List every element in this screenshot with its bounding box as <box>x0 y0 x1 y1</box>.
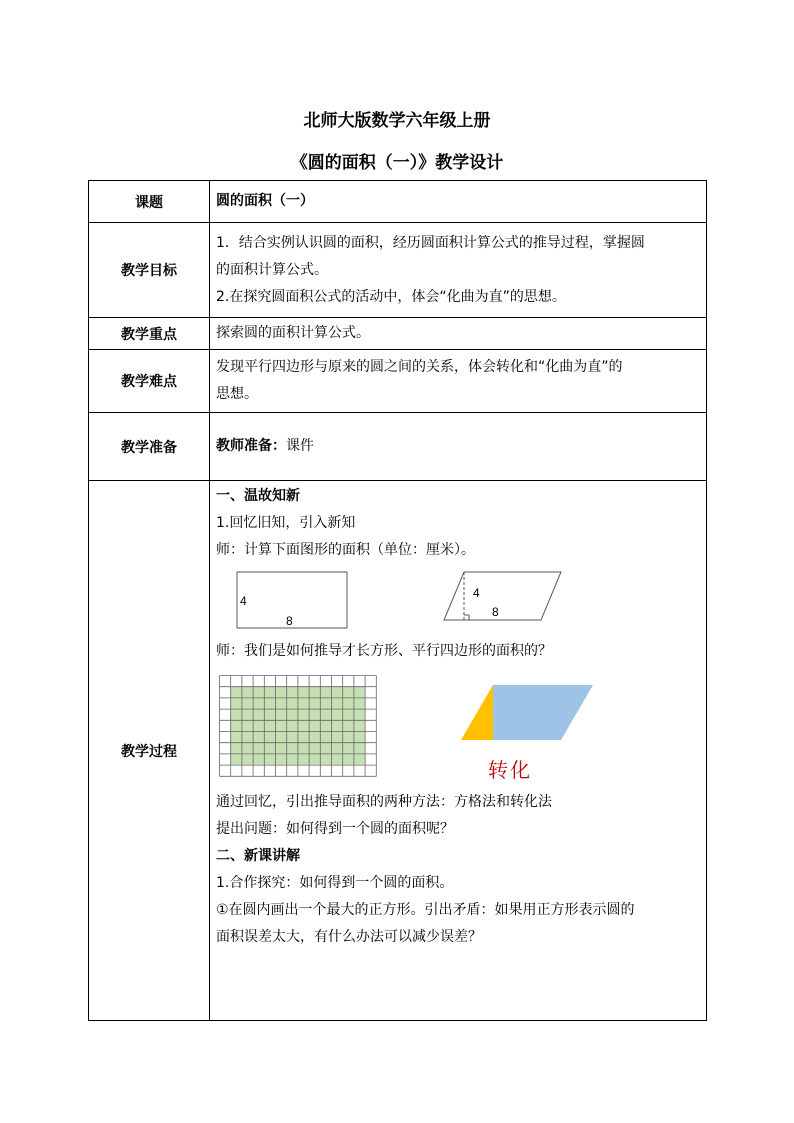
row-goals <box>89 223 707 318</box>
preparation-label: 教学准备 <box>89 413 210 481</box>
key-point-value: 探索圆的面积计算公式。 <box>210 318 707 350</box>
step-1-line-2: 面积误差太大，有什么办法可以减少误差？ <box>216 929 482 945</box>
summary-1: 通过回忆，引出推导面积的两种方法：方格法和转化法 <box>216 794 552 810</box>
key-point-label: 教学重点 <box>89 318 210 350</box>
goals-line-1: 1．结合实例认识圆的面积，经历圆面积计算公式的推导过程，掌握圆 <box>216 234 645 251</box>
transform-figure <box>461 683 621 753</box>
preparation-bold: 教师准备： <box>216 438 286 454</box>
goals-line-2: 的面积计算公式。 <box>216 261 328 278</box>
preparation-content <box>210 413 707 481</box>
difficulty-line-1: 发现平行四边形与原来的圆之间的关系，体会转化和“化曲为直”的 <box>216 359 623 375</box>
parallelogram-body <box>493 685 593 740</box>
row-difficulty <box>89 350 707 413</box>
difficulty-label: 教学难点 <box>89 350 210 413</box>
moved-triangle <box>461 685 493 740</box>
summary-2: 提出问题：如何得到一个圆的面积呢？ <box>216 821 454 837</box>
right-angle-mark <box>464 615 469 620</box>
goals-label: 教学目标 <box>89 223 210 318</box>
area-figures <box>216 564 700 638</box>
document-subtitle: 《圆的面积（一）》教学设计 <box>290 153 504 173</box>
item-1: 1.回忆旧知，引入新知 <box>216 515 356 531</box>
section-2-heading: 二、新课讲解 <box>216 848 300 864</box>
topic-label: 课题 <box>89 181 210 223</box>
transform-label: 转化 <box>488 758 532 782</box>
lesson-plan-table <box>88 180 707 1021</box>
row-preparation <box>89 413 707 481</box>
teacher-question-1: 师：计算下面图形的面积（单位：厘米）。 <box>216 542 475 558</box>
item-2: 1.合作探究：如何得到一个圆的面积。 <box>216 875 454 891</box>
parallelogram-base-label: 8 <box>492 605 499 619</box>
preparation-value: 课件 <box>286 438 314 454</box>
row-topic <box>89 181 707 223</box>
difficulty-content <box>210 350 707 413</box>
step-1-line-1: ①在圆内画出一个最大的正方形。引出矛盾：如果用正方形表示圆的 <box>216 902 635 918</box>
process-label: 教学过程 <box>89 481 210 1021</box>
goals-content <box>210 223 707 318</box>
rectangle-width-label: 8 <box>286 614 293 628</box>
parallelogram-height-label: 4 <box>473 586 480 600</box>
document-title: 北师大版数学六年级上册 <box>303 111 491 131</box>
teacher-question-2: 师：我们是如何推导才长方形、平行四边形的面积的？ <box>216 643 552 659</box>
topic-value: 圆的面积（一） <box>210 181 707 223</box>
parallelogram-shape <box>444 572 561 620</box>
row-process <box>89 481 707 1021</box>
goals-line-3: 2.在探究圆面积公式的活动中，体会“化曲为直”的思想。 <box>216 288 566 305</box>
rectangle-height-label: 4 <box>240 594 247 608</box>
difficulty-line-2: 思想。 <box>216 386 258 402</box>
row-key-point <box>89 318 707 350</box>
process-content <box>210 481 707 1021</box>
grid-method-figure <box>219 675 419 787</box>
section-1-heading: 一、温故知新 <box>216 488 300 504</box>
rectangle-parallelogram-figure <box>216 564 776 638</box>
method-figures <box>216 665 700 789</box>
